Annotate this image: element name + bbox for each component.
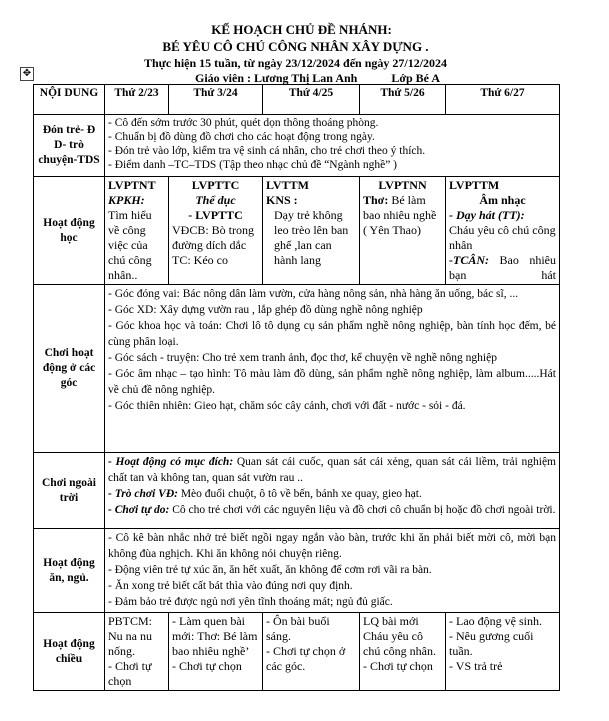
study-domain: - LVPTTC <box>188 208 243 222</box>
study-activity: -TCÂN: <box>449 253 489 267</box>
corner-cell: NỘI DUNG <box>34 85 105 115</box>
afternoon-wed-cell <box>263 613 360 691</box>
study-content: VĐCB: Bò trong đường dích dắc <box>172 223 255 252</box>
move-handle-icon[interactable]: ✥ <box>20 67 34 81</box>
table-row-outdoor <box>34 453 560 529</box>
study-domain: LVTTM <box>266 178 309 192</box>
afternoon-mon-cell <box>105 613 169 691</box>
study-poem: Bé làm bao nhiêu nghề ( Yên Thao) <box>363 193 437 237</box>
welcome-line: - Cô đến sớm trước 30 phút, quét dọn thông thoáng phòng. <box>108 117 379 129</box>
study-content <box>449 253 556 283</box>
table-row-study <box>34 177 560 285</box>
study-game: Bao nhiêu bạn hát <box>449 253 556 282</box>
welcome-line: - Điểm danh –TC–TDS (Tập theo nhạc chủ đề “Ngành nghề” ) <box>108 159 398 171</box>
study-content: Cháu yêu cô chú công nhân <box>449 223 556 252</box>
day-header: Thứ 2/23 <box>105 85 169 115</box>
study-content: Dạy trẻ không leo trèo lên ban ghế ,lan can hành lang <box>274 208 349 267</box>
study-mon-cell <box>105 177 169 285</box>
plan-period: Thực hiện 15 tuần, từ ngày 23/12/2024 đến ngày 27/12/2024 <box>143 56 448 70</box>
table-row-corners <box>34 285 560 453</box>
outdoor-head: - Chơi tự do: <box>108 504 170 516</box>
welcome-line: - Đón trẻ vào lớp, kiểm tra vệ sinh cá nhân, cho trẻ chơi theo ý thích. <box>108 145 426 157</box>
corners-cell <box>105 285 560 453</box>
outdoor-cell <box>105 453 560 529</box>
afternoon-text: - Ôn bài buổi sáng. - Chơi tự chọn ở các góc. <box>266 614 346 673</box>
outdoor-text: Quan sát cái cuốc, quan sát cái xẻng, quan sát cái liềm, trải nghiệm chất tan và không tan, quan sát vườn rau .. <box>108 456 556 484</box>
study-fri-cell <box>446 177 560 285</box>
study-subject: Âm nhạc <box>479 193 526 207</box>
plan-title: KẾ HOẠCH CHỦ ĐỀ NHÁNH: <box>211 22 392 37</box>
outdoor-line <box>108 502 556 518</box>
table-header-row <box>34 85 560 115</box>
table-row-afternoon <box>34 613 560 691</box>
study-domain: LVPTTC <box>191 178 240 192</box>
row-label: Đón trẻ- Đ D- trò chuyện-TDS <box>34 115 105 177</box>
meal-line: - Ăn xong trẻ biết cất bát thìa vào đúng nơi quy định. <box>108 580 353 592</box>
day-header: Thứ 6/27 <box>446 85 560 115</box>
outdoor-head: - Trò chơi VĐ: <box>108 488 178 500</box>
afternoon-text: PBTCM: Nu na nu nống. - Chơi tự chọn <box>108 614 153 688</box>
outdoor-line <box>108 486 556 502</box>
weekly-plan-table <box>33 84 560 691</box>
afternoon-text: - Lao động vệ sinh. - Nêu gương cuối tuần. - VS trả trẻ <box>449 614 542 673</box>
table-row-welcome <box>34 115 560 177</box>
afternoon-tue-cell <box>169 613 263 691</box>
welcome-line: - Chuẩn bị đồ dùng đồ chơi cho các hoạt động trong ngày. <box>108 131 375 143</box>
study-domain: LVPTNN <box>378 178 427 192</box>
corner-line: - Góc âm nhạc – tạo hình: Tô màu làm đồ dùng, sản phẩm nghề nông nghiệp, làm album.....Hát về chủ đề nông nghiệp. <box>108 368 556 396</box>
study-domain: LVPTNT <box>108 178 156 192</box>
study-tue-cell <box>169 177 263 285</box>
study-activity: - Dạy hát (TT): <box>449 208 525 222</box>
afternoon-fri-cell <box>446 613 560 691</box>
outdoor-line <box>108 454 556 486</box>
outdoor-text: Cô cho trẻ chơi với các nguyên liệu và đồ chơi cô chuẩn bị hoặc đồ chơi ngoài trời. <box>169 504 556 516</box>
day-header: Thứ 3/24 <box>169 85 263 115</box>
meal-cell <box>105 529 560 613</box>
afternoon-text: LQ bài mới Cháu yêu cô chú công nhân. - Chơi tự chọn <box>363 614 436 673</box>
table-row-meal <box>34 529 560 613</box>
study-wed-cell <box>263 177 360 285</box>
corner-line: - Góc đóng vai: Bác nông dân làm vườn, cửa hàng nông sản, nhà hàng ăn uống, bác sĩ, ... <box>108 288 519 300</box>
row-label: Chơi ngoài trời <box>34 453 105 529</box>
class-name: Lớp Bé A <box>391 71 440 85</box>
study-domain: LVPTTM <box>449 178 500 192</box>
meal-line: - Cô kê bàn nhắc nhở trẻ biết ngồi ngay ngắn vào bàn, trước khi ăn phải biết mời cô, mời bạn không đùa nghịch. Khi ăn không nói chuyện riêng. <box>108 532 556 560</box>
meal-line: - Động viên trẻ tự xúc ăn, ăn hết xuất, ăn không để cơm rơi vãi ra bàn. <box>108 564 432 576</box>
meal-line: - Đảm bảo trẻ được ngủ nơi yên tĩnh thoáng mát; ngủ đủ giấc. <box>108 596 393 608</box>
corner-line: - Góc khoa học và toán: Chơi lô tô dụng cụ sản phẩm nghề nông nghiệp, bàn tính học đếm, bé cùng phân loại. <box>108 320 556 348</box>
study-content <box>363 193 442 238</box>
row-label: Hoạt động ăn, ngủ. <box>34 529 105 613</box>
day-header: Thứ 4/25 <box>263 85 360 115</box>
corner-line: - Góc sách - truyện: Cho trẻ xem tranh ảnh, đọc thơ, kể chuyện về nghề nông nghiệp <box>108 352 497 364</box>
afternoon-text: - Làm quen bài mới: Thơ: Bé làm bao nhiêu nghề’ - Chơi tự chọn <box>172 614 258 673</box>
corner-line: - Góc thiên nhiên: Gieo hạt, chăm sóc cây cảnh, chơi với đất - nước - sỏi - đá. <box>108 400 466 412</box>
row-label: Hoạt động học <box>34 177 105 285</box>
outdoor-text: Mèo đuổi chuột, ô tô về bến, bánh xe quay, gieo hạt. <box>177 488 422 500</box>
study-subject: KNS : <box>266 193 298 207</box>
study-subject: Thể dục <box>195 193 236 207</box>
study-subject: KPKH: <box>108 193 145 207</box>
outdoor-head: - Hoạt động có mục đích: <box>108 456 234 468</box>
day-header: Thứ 5/26 <box>360 85 446 115</box>
study-subject: Thơ: <box>363 193 389 207</box>
corner-line: - Góc XD: Xây dựng vườn rau , lắp ghép đồ dùng nghề nông nghiệp <box>108 304 423 316</box>
study-content: TC: Kéo co <box>172 253 228 267</box>
study-thu-cell <box>360 177 446 285</box>
row-label: Chơi hoạt động ở các góc <box>34 285 105 453</box>
plan-theme: BÉ YÊU CÔ CHÚ CÔNG NHÂN XÂY DỰNG . <box>162 39 429 54</box>
afternoon-thu-cell <box>360 613 446 691</box>
teacher-name: Giáo viên : Lương Thị Lan Anh <box>194 71 358 85</box>
study-content: Tìm hiểu về công việc của chú công nhân.. <box>108 208 152 282</box>
row-label: Hoạt động chiều <box>34 613 105 691</box>
welcome-cell <box>105 115 560 177</box>
